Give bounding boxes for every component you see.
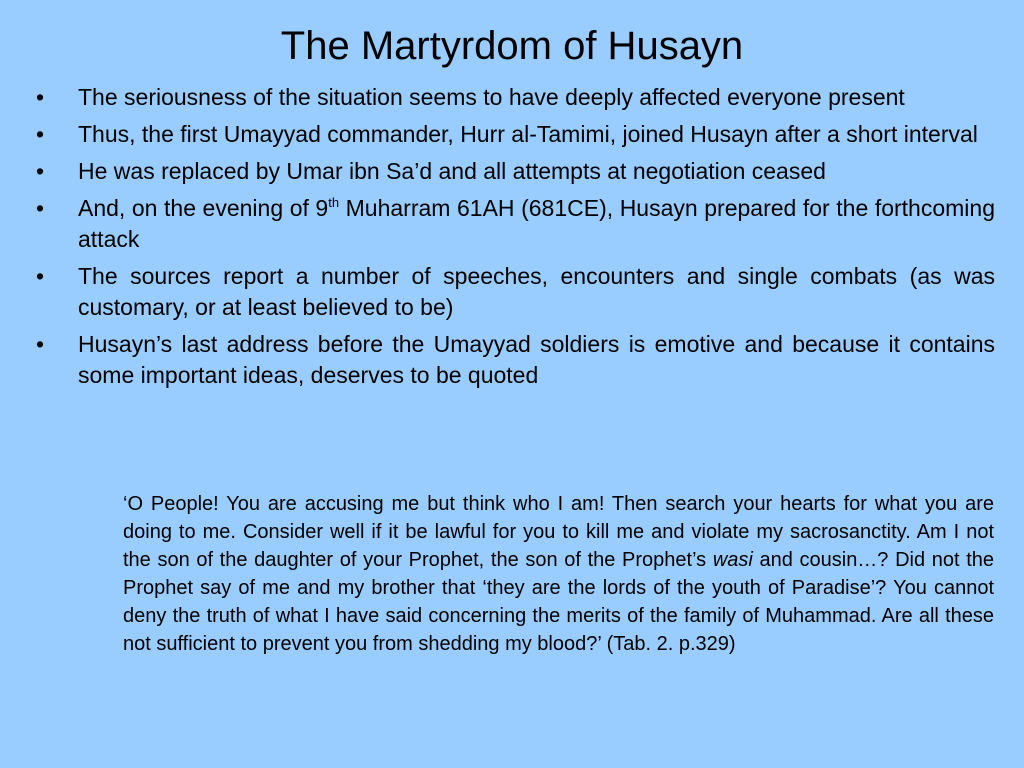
bullet-item bbox=[30, 193, 995, 255]
quote-text-part1: ‘O People! You are accusing me but think who I am! Then search your hearts for what you are doing to me. Consider well if it be lawful for you to kill me and violate my sacrosanctity. Am I not the son of the daughter of your Prophet, the son of the Prophet’s bbox=[123, 493, 994, 571]
bullet-marker: • bbox=[36, 121, 45, 147]
bullet-item bbox=[30, 82, 995, 113]
bullet-text: Husayn’s last address before the Umayyad soldiers is emotive and because it contains some important ideas, deserves to be quoted bbox=[78, 331, 995, 388]
bullet-list bbox=[30, 82, 995, 397]
bullet-marker: • bbox=[36, 263, 45, 289]
ordinal-suffix: th bbox=[328, 195, 340, 210]
bullet-marker: • bbox=[36, 84, 45, 110]
bullet-marker: • bbox=[36, 331, 45, 357]
quote-text-part2: and cousin…? Did not the Prophet say of me and my brother that ‘they are the lords of the youth of Paradise’? You cannot deny the truth of what I have said concerning the merits of the family of Muhammad. Are all these not sufficient to prevent you from shedding my blood?’ (Tab. 2. p.329) bbox=[123, 549, 995, 655]
bullet-marker: • bbox=[36, 158, 45, 184]
bullet-text: The sources report a number of speeches, encounters and single combats (as was customary, or at least believed to be) bbox=[78, 263, 995, 320]
bullet-item bbox=[30, 261, 995, 323]
bullet-text: He was replaced by Umar ibn Sa’d and all attempts at negotiation ceased bbox=[78, 158, 826, 184]
quote-italic-term: wasi bbox=[712, 549, 753, 571]
bullet-item bbox=[30, 156, 995, 187]
bullet-text: The seriousness of the situation seems to have deeply affected everyone present bbox=[78, 84, 905, 110]
bullet-item bbox=[30, 329, 995, 391]
bullet-text: Thus, the first Umayyad commander, Hurr al-Tamimi, joined Husayn after a short interval bbox=[78, 121, 978, 147]
slide-title: The Martyrdom of Husayn bbox=[280, 24, 744, 68]
bullet-marker: • bbox=[36, 195, 45, 221]
bullet-item bbox=[30, 119, 995, 150]
bullet-text-after: Muharram 61AH (681CE), Husayn prepared for the forthcoming attack bbox=[78, 195, 995, 252]
bullet-text-before: And, on the evening of 9 bbox=[78, 195, 329, 221]
bullet-text bbox=[78, 195, 995, 252]
quote-block bbox=[123, 490, 994, 658]
